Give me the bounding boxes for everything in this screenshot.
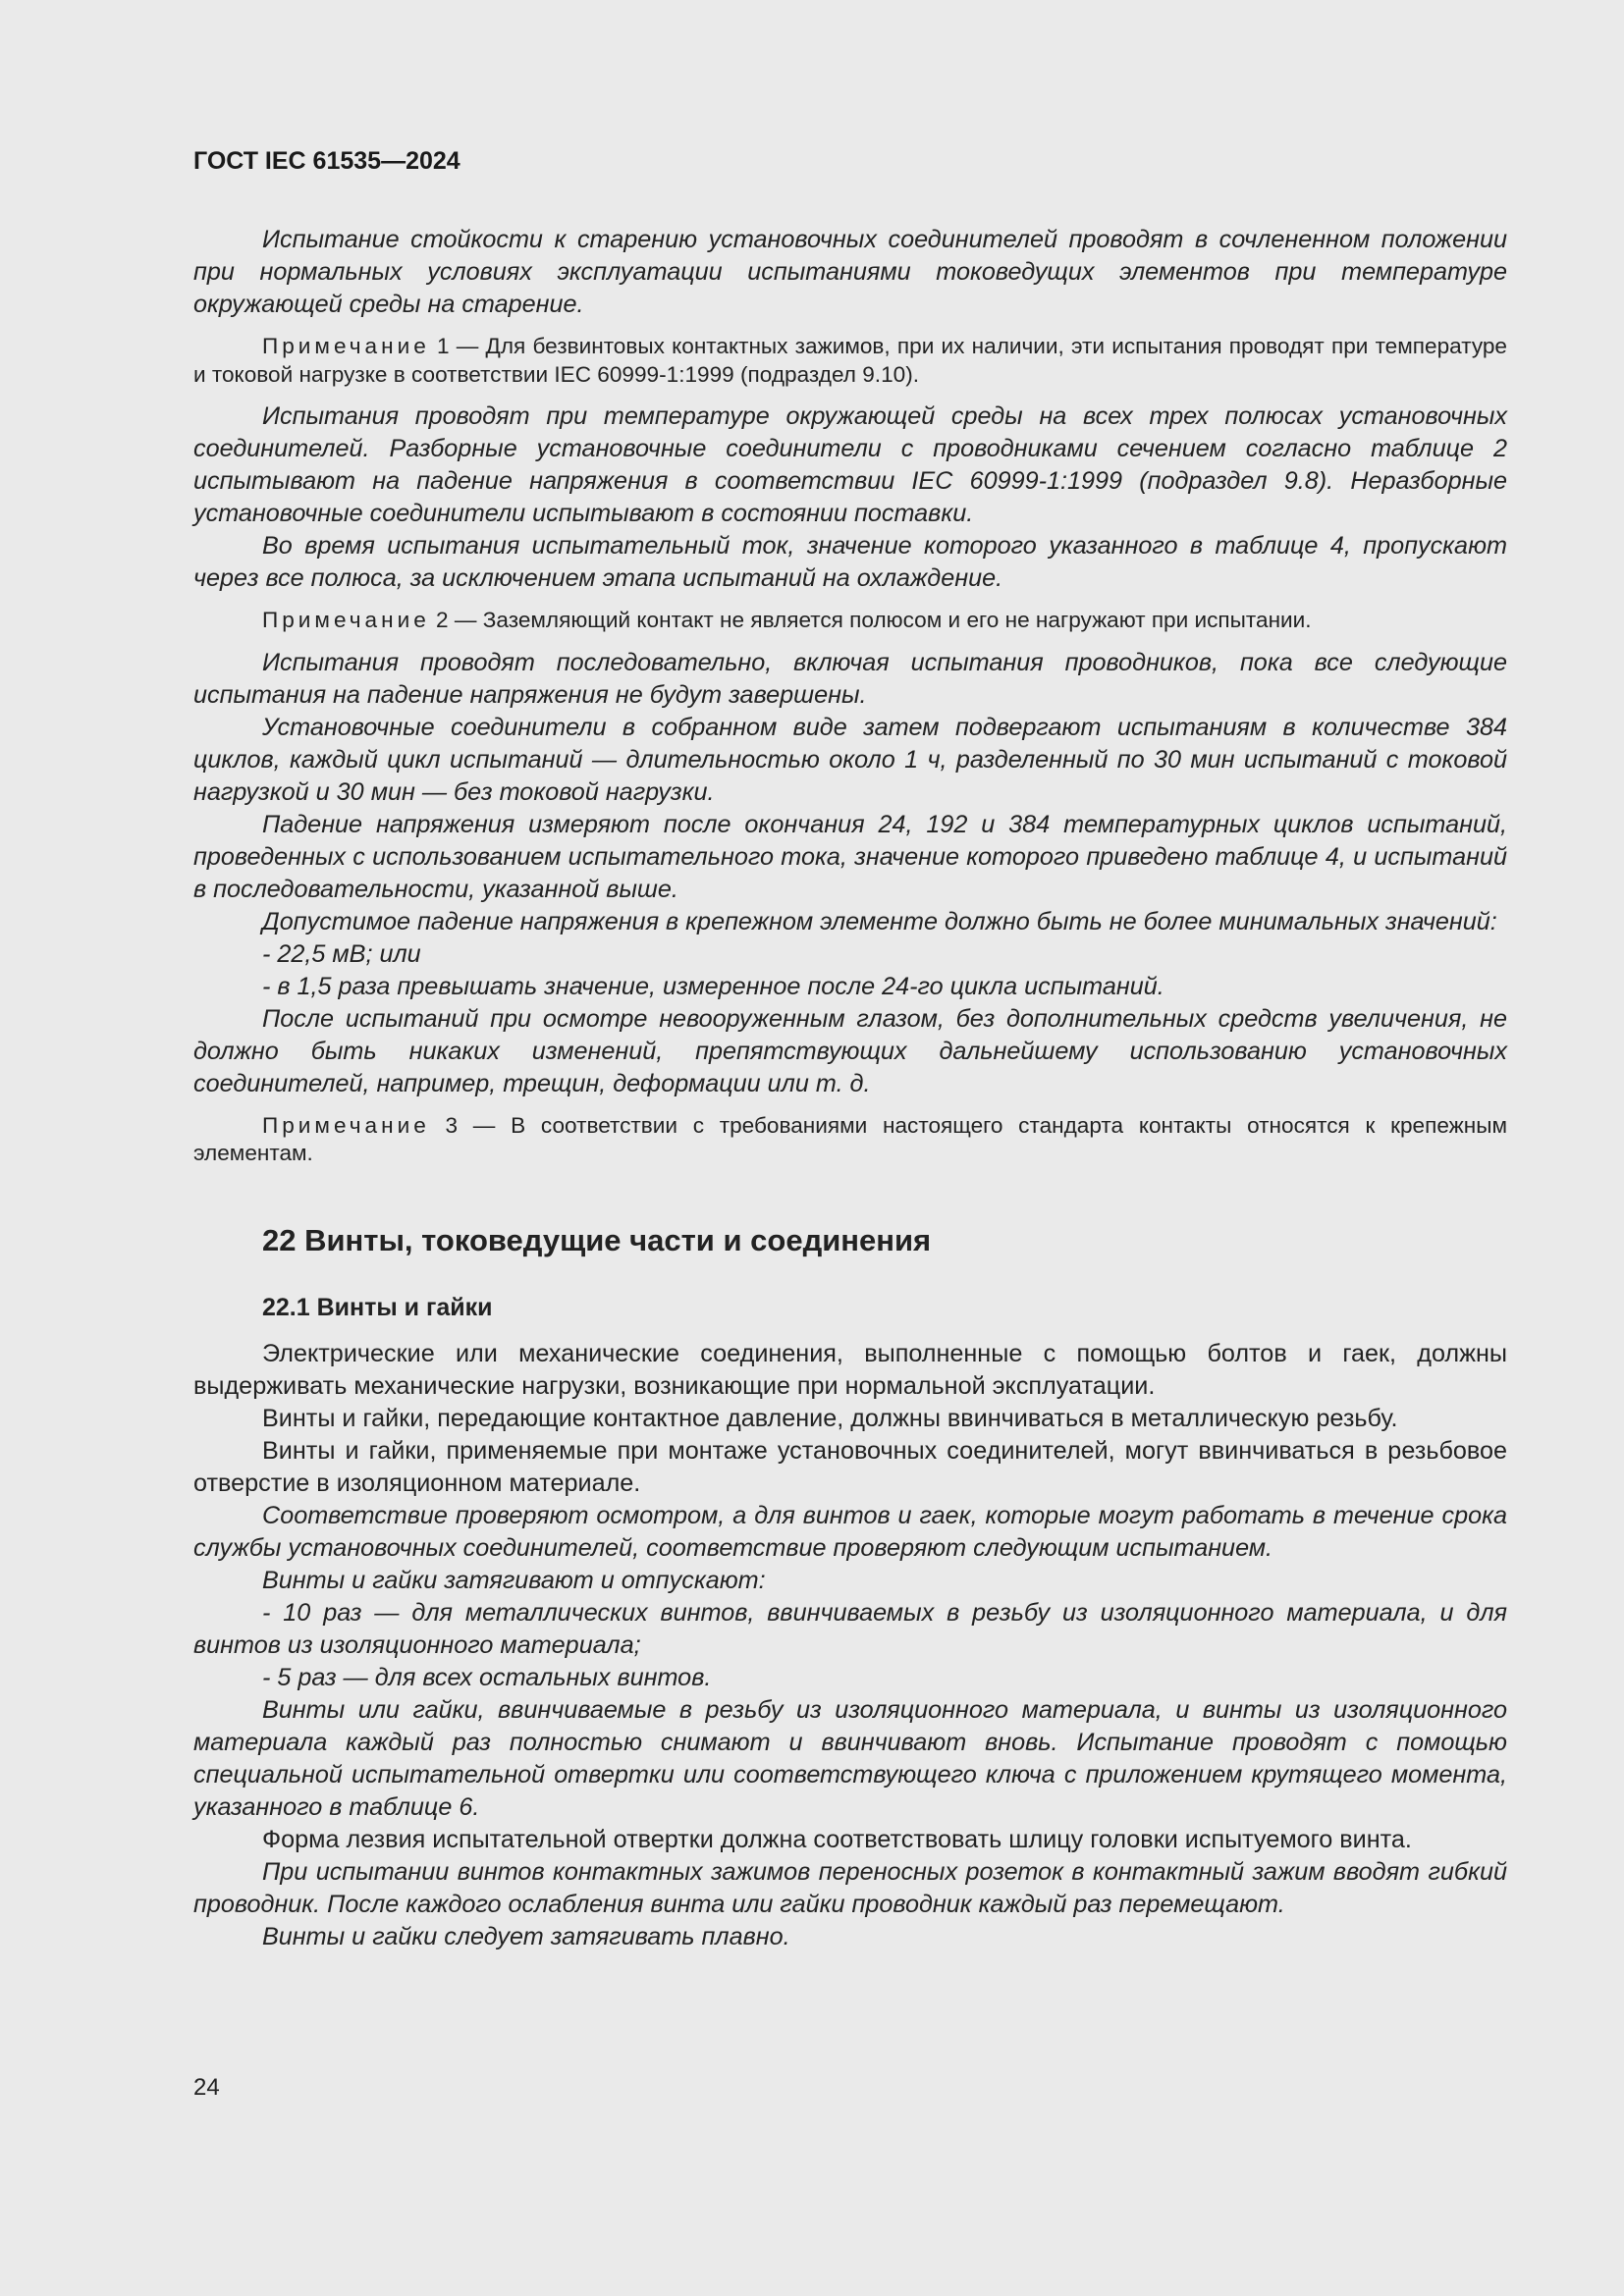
paragraph: Допустимое падение напряжения в крепежном элементе должно быть не более минимальных значений: bbox=[262, 907, 1497, 935]
paragraph: При испытании винтов контактных зажимов переносных розеток в контактный зажим вводят гибкий проводник. После каждого ослабления винта или гайки проводник каждый раз перемещают. bbox=[193, 1857, 1507, 1918]
note-2 bbox=[193, 607, 1507, 635]
list-item: - 5 раз — для всех остальных винтов. bbox=[262, 1663, 712, 1691]
note-text: 3 — В соответствии с требованиями настоящего стандарта контакты относятся к крепежным элементам. bbox=[193, 1112, 1507, 1165]
list-item: - 10 раз — для металлических винтов, ввинчиваемых в резьбу из изоляционного материала, и для винтов из изоляционного материала; bbox=[193, 1598, 1507, 1659]
section-heading: 22 Винты, токоведущие части и соединения bbox=[262, 1222, 932, 1257]
note-label: Примечание bbox=[262, 608, 430, 632]
paragraph: Испытания проводят последовательно, включая испытания проводников, пока все следующие испытания на падение напряжения не будут завершены. bbox=[193, 648, 1507, 709]
paragraph: После испытаний при осмотре невооруженным глазом, без дополнительных средств увеличения, не должно быть никаких изменений, препятствующих дальнейшему использованию установочных соединителей, например, трещин, деформации или т. д. bbox=[193, 1004, 1507, 1097]
page-number: 24 bbox=[193, 2074, 220, 2101]
list-item: - 22,5 мВ; или bbox=[262, 939, 421, 968]
paragraph: Винты и гайки, передающие контактное давление, должны ввинчиваться в металлическую резьбу. bbox=[262, 1404, 1398, 1432]
paragraph: Падение напряжения измеряют после окончания 24, 192 и 384 температурных циклов испытаний, проведенных с использованием испытательного тока, значение которого приведено таблице 4, и испытаний в последовательности, указанной выше. bbox=[193, 810, 1507, 903]
paragraph: Винты или гайки, ввинчиваемые в резьбу из изоляционного материала, и винты из изоляционного материала каждый раз полностью снимают и ввинчивают вновь. Испытание проводят с помощью специальной испытательной отвертки или соответствующего ключа с приложением крутящего момента, указанного в таблице 6. bbox=[193, 1695, 1507, 1821]
note-label: Примечание bbox=[262, 1112, 430, 1138]
paragraph: Соответствие проверяют осмотром, а для винтов и гаек, которые могут работать в течение срока службы установочных соединителей, соответствие проверяют следующим испытанием. bbox=[193, 1501, 1507, 1562]
paragraph: Испытание стойкости к старению установочных соединителей проводят в сочлененном положении при нормальных условиях эксплуатации испытаниями токоведущих элементов при температуре окружающей среды на старение. bbox=[193, 226, 1507, 318]
paragraph: Установочные соединители в собранном виде затем подвергают испытаниям в количестве 384 циклов, каждый цикл испытаний — длительностью около 1 ч, разделенный по 30 мин испытаний с токовой нагрузкой и 30 мин — без токовой нагрузки. bbox=[193, 713, 1507, 806]
subsection-heading: 22.1 Винты и гайки bbox=[262, 1293, 493, 1321]
paragraph: Винты и гайки, применяемые при монтаже установочных соединителей, могут ввинчиваться в резьбовое отверстие в изоляционном материале. bbox=[193, 1436, 1507, 1497]
paragraph: Во время испытания испытательный ток, значение которого указанного в таблице 4, пропускают через все полюса, за исключением этапа испытаний на охлаждение. bbox=[193, 532, 1507, 592]
document-body bbox=[193, 224, 1507, 1953]
note-label: Примечание bbox=[262, 334, 430, 358]
note-text: 2 — Заземляющий контакт не является полюсом и его не нагружают при испытании. bbox=[429, 608, 1312, 632]
paragraph: Винты и гайки затягивают и отпускают: bbox=[262, 1566, 766, 1594]
list-item: - в 1,5 раза превышать значение, измеренное после 24-го цикла испытаний. bbox=[262, 972, 1164, 1000]
paragraph: Электрические или механические соединения, выполненные с помощью болтов и гаек, должны выдерживать механические нагрузки, возникающие при нормальной эксплуатации. bbox=[193, 1339, 1507, 1400]
paragraph: Форма лезвия испытательной отвертки должна соответствовать шлицу головки испытуемого винта. bbox=[262, 1825, 1412, 1853]
note-text: 1 — Для безвинтовых контактных зажимов, при их наличии, эти испытания проводят при температуре и токовой нагрузке в соответствии IEC 60999-1:1999 (подраздел 9.10). bbox=[193, 334, 1507, 387]
note-3 bbox=[193, 1112, 1507, 1168]
document-header: ГОСТ IEC 61535—2024 bbox=[193, 147, 460, 175]
paragraph: Винты и гайки следует затягивать плавно. bbox=[262, 1922, 790, 1950]
paragraph: Испытания проводят при температуре окружающей среды на всех трех полюсах установочных соединителей. Разборные установочные соединители с проводниками сечением согласно таблице 2 испытывают на падение напряжения в соответствии IEC 60999-1:1999 (подраздел 9.8). Неразборные установочные соединители испытывают в состоянии поставки. bbox=[193, 402, 1507, 527]
note-1 bbox=[193, 333, 1507, 389]
